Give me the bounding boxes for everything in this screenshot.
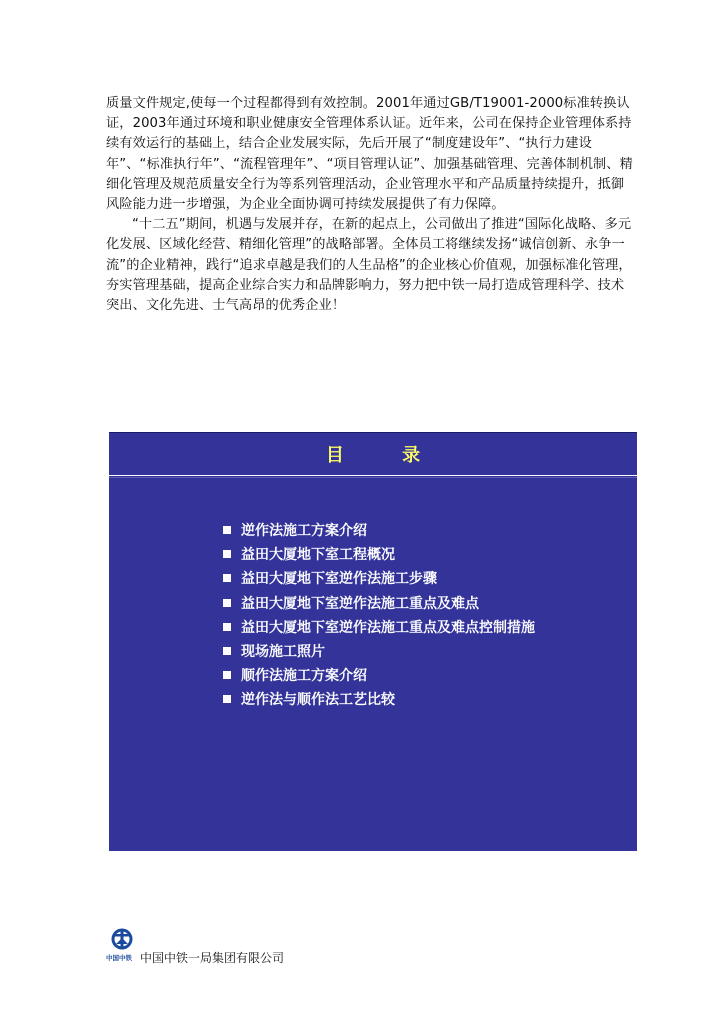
toc-item — [223, 566, 535, 590]
company-name: 中国中铁一局集团有限公司 — [140, 951, 285, 965]
toc-item — [223, 687, 535, 711]
paragraph-2: “十二五”期间，机遇与发展并存，在新的起点上，公司做出了推进“国际化战略、多元化发展、区域化经营、精细化管理”的战略部署。全体员工将继续发扬“诚信创新、永争一流”的企业精神，践行“追求卓越是我们的人生品格”的企业核心价值观，加强标准化管理，夯实管理基础，提高企业综合实力和品牌影响力，努力把中铁一局打造成管理科学、技术突出、文化先进、士气高昂的优秀企业！ — [106, 217, 632, 314]
square-bullet-icon — [223, 599, 231, 607]
toc-item — [223, 518, 535, 542]
toc-item-label: 益田大厦地下室工程概况 — [241, 547, 395, 564]
toc-item — [223, 542, 535, 566]
toc-item-label: 益田大厦地下室逆作法施工重点及难点 — [241, 595, 479, 612]
china-railway-logo-icon — [108, 928, 136, 952]
toc-item-label: 逆作法与顺作法工艺比较 — [241, 692, 395, 709]
toc-item-label: 顺作法施工方案介绍 — [241, 668, 367, 685]
page-footer — [106, 928, 366, 968]
toc-title: 目 录 — [325, 445, 447, 466]
toc-divider-shadow — [109, 477, 637, 478]
toc-item-label: 逆作法施工方案介绍 — [241, 523, 367, 540]
toc-item-label: 现场施工照片 — [241, 644, 325, 661]
toc-item — [223, 639, 535, 663]
toc-divider — [109, 475, 637, 476]
body-text — [106, 94, 636, 316]
toc-list — [223, 518, 535, 712]
square-bullet-icon — [223, 623, 231, 631]
toc-item — [223, 591, 535, 615]
square-bullet-icon — [223, 671, 231, 679]
square-bullet-icon — [223, 574, 231, 582]
toc-item-label: 益田大厦地下室逆作法施工步骤 — [241, 571, 437, 588]
toc-item-label: 益田大厦地下室逆作法施工重点及难点控制措施 — [241, 619, 535, 636]
toc-item — [223, 615, 535, 639]
square-bullet-icon — [223, 550, 231, 558]
paragraph-1: 质量文件规定,使每一个过程都得到有效控制。2001年通过GB/T19001-2000标准转换认证，2003年通过环境和职业健康安全管理体系认证。近年来，公司在保持企业管理体系持续有效运行的基础上，结合企业发展实际，先后开展了“制度建设年”、“执行力建设年”、“标准执行年”、“流程管理年”、“项目管理认证”、加强基础管理、完善体制机制、精细化管理及规范质量安全行为等系列管理活动，企业管理水平和产品质量持续提升，抵御风险能力进一步增强，为企业全面协调可持续发展提供了有力保障。 — [106, 96, 633, 213]
toc-item — [223, 663, 535, 687]
square-bullet-icon — [223, 647, 231, 655]
square-bullet-icon — [223, 695, 231, 703]
square-bullet-icon — [223, 526, 231, 534]
toc-header — [109, 433, 637, 475]
logo-text: 中国中铁 — [106, 954, 132, 962]
table-of-contents-slide — [109, 432, 637, 851]
